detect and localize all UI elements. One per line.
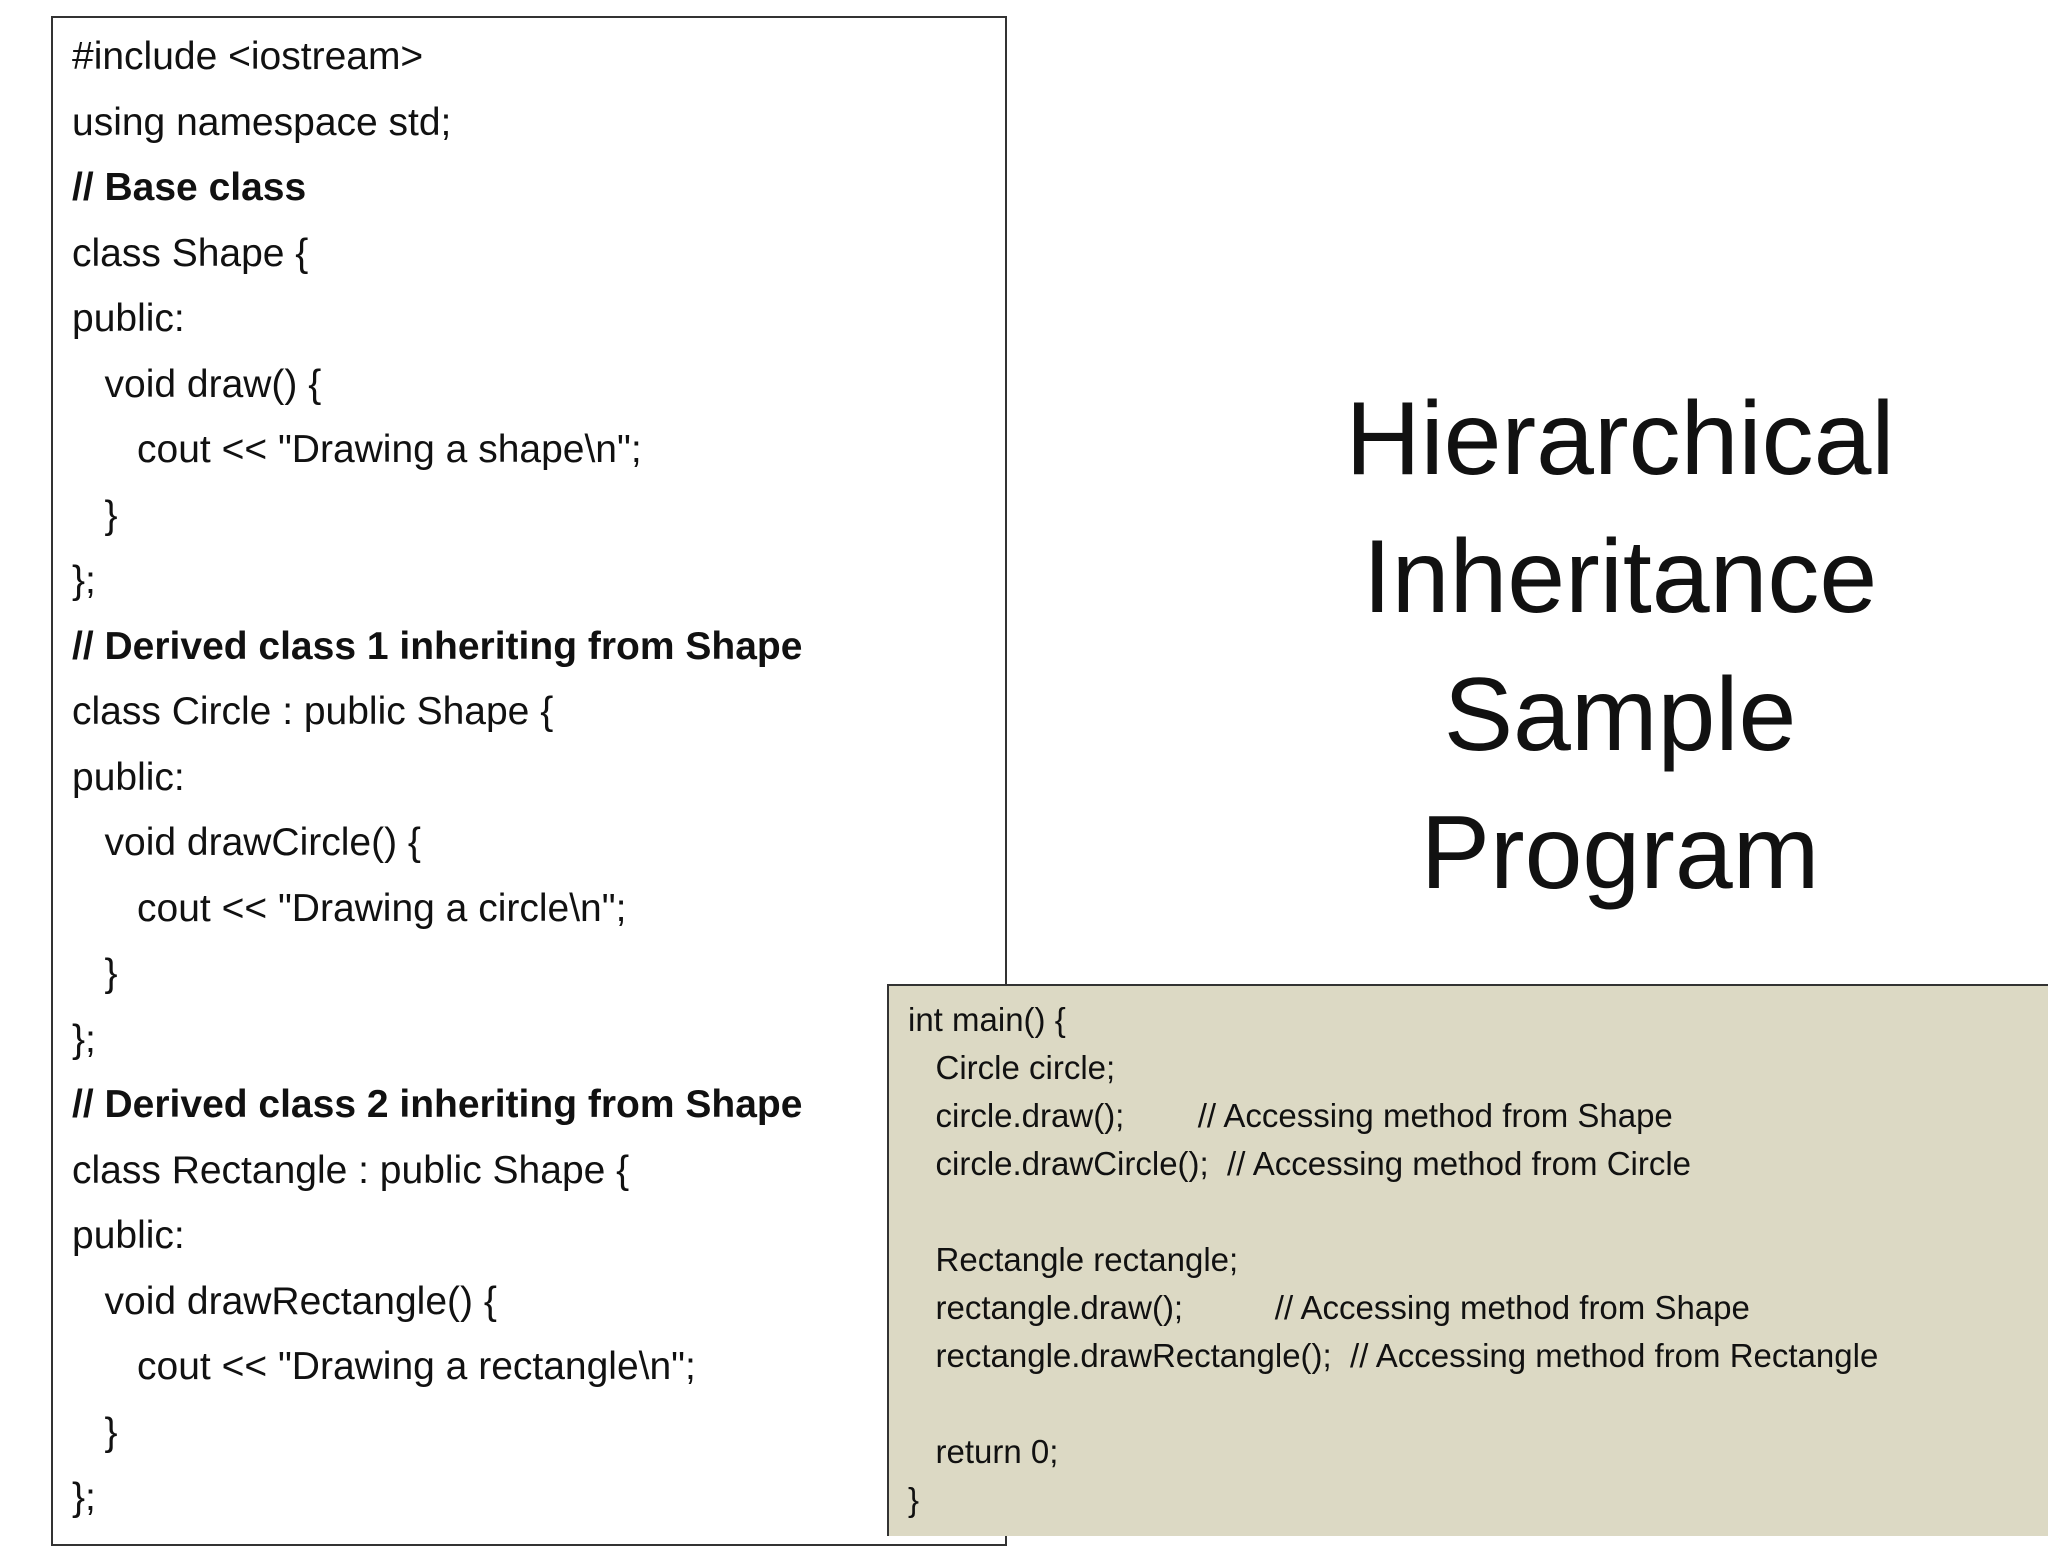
code-line: public: (72, 297, 185, 340)
code-comment-line: // Derived class 1 inheriting from Shape (72, 624, 803, 668)
base-classes-code (72, 28, 802, 1535)
code-line (908, 1188, 1878, 1236)
code-line: cout << "Drawing a rectangle\n"; (72, 1345, 696, 1388)
code-line: }; (72, 559, 96, 602)
code-comment-line: // Derived class 2 inheriting from Shape (72, 1083, 803, 1126)
title-line-4: Program (1420, 795, 1820, 911)
code-line: rectangle.draw(); // Accessing method from Shape (908, 1289, 1750, 1326)
slide-title (1200, 370, 2040, 922)
code-line: cout << "Drawing a shape\n"; (72, 428, 642, 471)
title-line-1: Hierarchical (1345, 381, 1895, 497)
code-line: public: (72, 1214, 185, 1257)
code-line: void drawCircle() { (72, 821, 421, 864)
code-line: using namespace std; (72, 100, 452, 144)
code-line: void draw() { (72, 362, 322, 406)
code-line: Circle circle; (908, 1049, 1116, 1086)
main-function-code (908, 996, 1878, 1524)
code-line: class Rectangle : public Shape { (72, 1148, 630, 1192)
code-line: int main() { (908, 1001, 1066, 1038)
code-line (908, 1380, 1878, 1428)
code-line: circle.drawCircle(); // Accessing method from Circle (908, 1145, 1692, 1182)
code-line: cout << "Drawing a circle\n"; (72, 886, 627, 930)
code-comment-line: // Base class (72, 166, 307, 209)
code-line: circle.draw(); // Accessing method from Shape (908, 1097, 1673, 1134)
code-line: }; (72, 1476, 96, 1519)
code-line: Rectangle rectangle; (908, 1241, 1239, 1278)
code-line: } (72, 1410, 118, 1454)
code-line: } (908, 1481, 920, 1518)
code-line: class Circle : public Shape { (72, 690, 554, 733)
code-line: rectangle.drawRectangle(); // Accessing method from Rectangle (908, 1337, 1879, 1374)
code-line: class Shape { (72, 231, 309, 275)
code-line: public: (72, 755, 185, 799)
code-line: } (72, 952, 118, 995)
code-line: void drawRectangle() { (72, 1279, 497, 1323)
title-line-3: Sample (1443, 657, 1797, 773)
code-line: #include <iostream> (72, 35, 424, 78)
code-line: }; (72, 1017, 96, 1061)
code-line: } (72, 493, 118, 537)
title-line-2: Inheritance (1362, 519, 1878, 635)
code-line: return 0; (908, 1433, 1059, 1470)
